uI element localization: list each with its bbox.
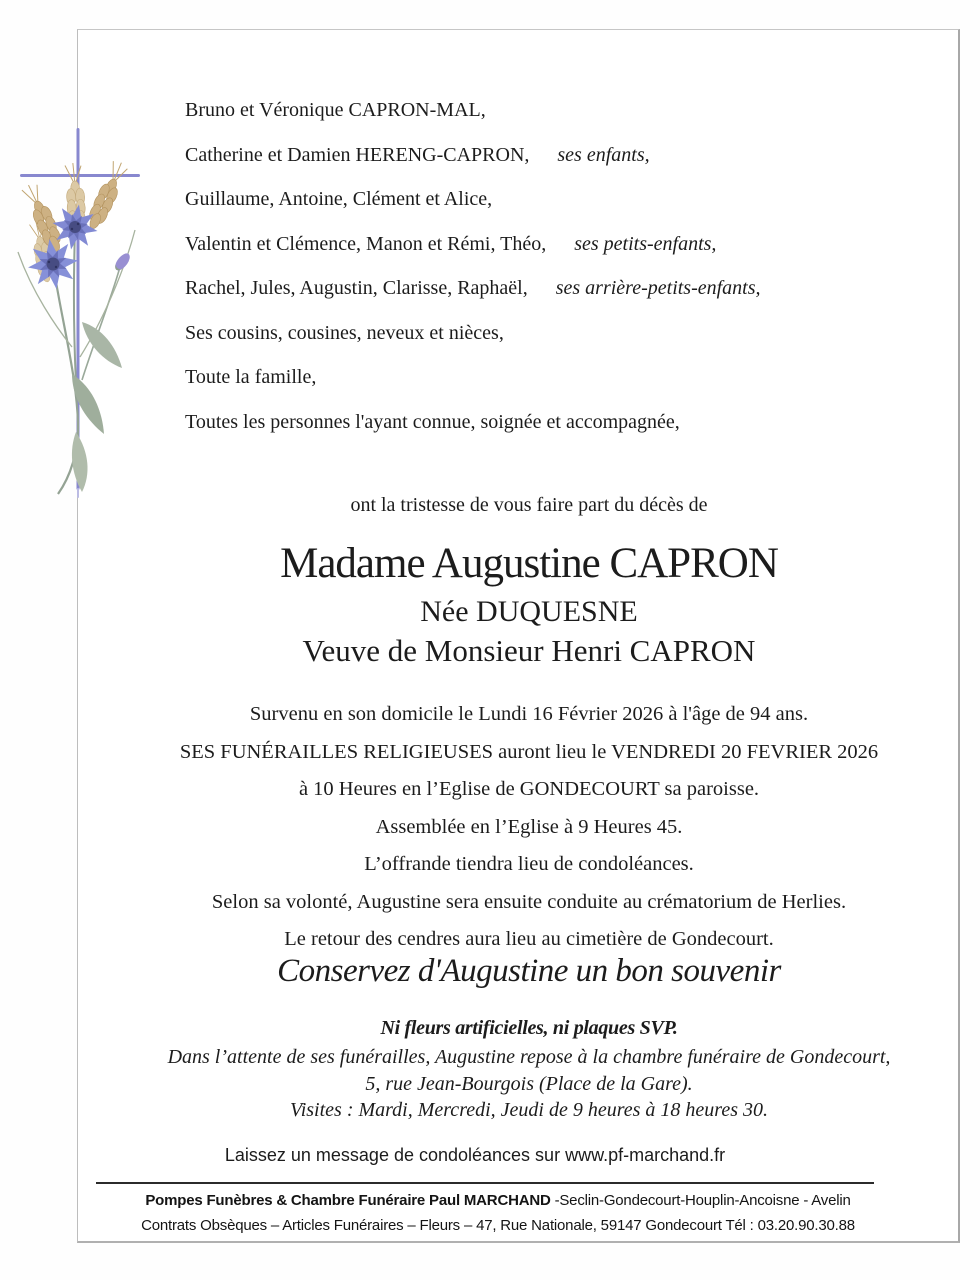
- repose-info: [108, 1044, 950, 1124]
- footer-company-name: Pompes Funèbres & Chambre Funéraire Paul MARCHAND: [145, 1192, 551, 1209]
- deceased-name: Madame Augustine CAPRON: [280, 540, 778, 587]
- page-border: [77, 29, 960, 1243]
- detail-line: L’offrande tiendra lieu de condoléances.: [364, 853, 694, 875]
- family-list: [185, 88, 761, 444]
- detail-line: Selon sa volonté, Augustine sera ensuite conduite au crématorium de Herlies.: [211, 890, 847, 913]
- footer: [86, 1188, 910, 1238]
- family-line: [185, 177, 761, 222]
- notice-line: Ni fleurs artificielles, ni plaques SVP.: [380, 1017, 678, 1039]
- detail-line: SES FUNÉRAILLES RELIGIEUSES auront lieu le VENDREDI 20 FEVRIER 2026: [179, 740, 879, 763]
- repose-line: Visites : Mardi, Mercredi, Jeudi de 9 heures à 18 heures 30.: [289, 1099, 769, 1121]
- family-line: [185, 133, 761, 178]
- family-line: [185, 88, 761, 133]
- repose-line: Dans l’attente de ses funérailles, Augustine repose à la chambre funéraire de Gondecourt,: [167, 1046, 891, 1068]
- widow-line: Veuve de Monsieur Henri CAPRON: [302, 633, 756, 668]
- family-line: [185, 400, 761, 445]
- family-line: [185, 222, 761, 267]
- cross-flowers-decoration: [12, 122, 182, 517]
- family-line: [185, 266, 761, 311]
- announcement-line: ont la tristesse de vous faire part du décès de: [350, 494, 708, 516]
- condolences-line: Laissez un message de condoléances sur www.pf-marchand.fr: [224, 1145, 726, 1165]
- family-names: Ses cousins, cousines, neveux et nièces,: [185, 321, 504, 344]
- funeral-details: [108, 696, 950, 959]
- maiden-name: Née DUQUESNE: [420, 595, 638, 628]
- detail-line: Assemblée en l’Eglise à 9 Heures 45.: [375, 815, 683, 838]
- family-names: Catherine et Damien HERENG-CAPRON,: [185, 143, 530, 166]
- footer-rule: [96, 1182, 874, 1184]
- detail-line: Le retour des cendres aura lieu au cimetière de Gondecourt.: [284, 928, 774, 950]
- detail-line: Survenu en son domicile le Lundi 16 Février 2026 à l'âge de 94 ans.: [249, 703, 809, 725]
- repose-line: 5, rue Jean-Bourgois (Place de la Gare).: [365, 1072, 693, 1095]
- family-relation: ses petits-enfants,: [574, 232, 717, 255]
- family-names: Toutes les personnes l'ayant connue, soignée et accompagnée,: [185, 410, 680, 433]
- footer-services-line: Contrats Obsèques – Articles Funéraires – Fleurs – 47, Rue Nationale, 59147 Gondecourt Tél : 03.20.90.30.88: [141, 1217, 855, 1234]
- souvenir-line: Conservez d'Augustine un bon souvenir: [277, 953, 781, 989]
- family-names: Valentin et Clémence, Manon et Rémi, Théo,: [185, 232, 547, 255]
- family-line: [185, 355, 761, 400]
- family-names: Rachel, Jules, Augustin, Clarisse, Raphaël,: [185, 277, 528, 299]
- family-line: [185, 311, 761, 356]
- family-relation: ses enfants,: [557, 143, 650, 166]
- family-names: Guillaume, Antoine, Clément et Alice,: [185, 188, 493, 210]
- detail-line: à 10 Heures en l’Eglise de GONDECOURT sa paroisse.: [298, 778, 760, 800]
- family-names: Bruno et Véronique CAPRON-MAL,: [185, 99, 486, 121]
- family-relation: ses arrière-petits-enfants,: [555, 277, 761, 299]
- footer-company-line: [86, 1188, 910, 1213]
- family-names: Toute la famille,: [185, 366, 317, 388]
- footer-company-towns: -Seclin-Gondecourt-Houplin-Ancoisne - Avelin: [550, 1192, 851, 1209]
